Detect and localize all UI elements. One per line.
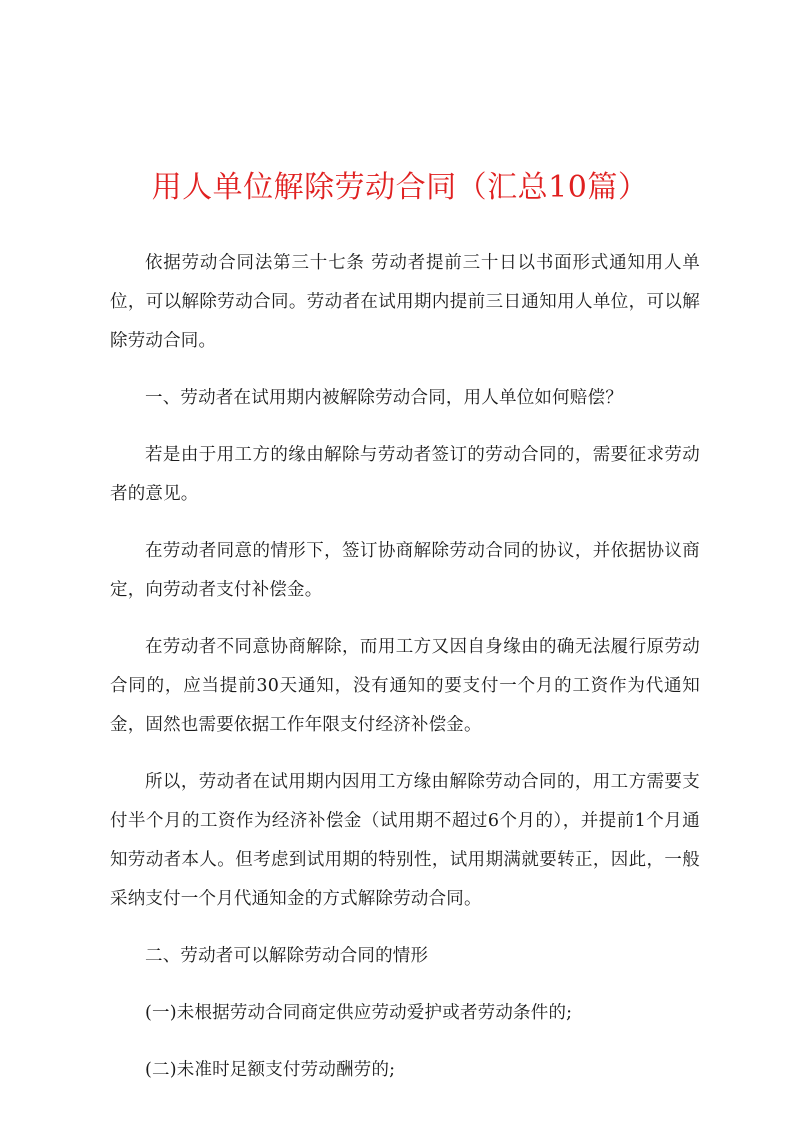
paragraph-summary: 所以，劳动者在试用期内因用工方缘由解除劳动合同的，用工方需要支付半个月的工资作为经济补偿金（试用期不超过6个月的），并提前1个月通知劳动者本人。但考虑到试用期的特别性，试用期满就要转正，因此，一般采纳支付一个月代通知金的方式解除劳动合同。 (110, 772, 700, 909)
section-heading-2: 二、劳动者可以解除劳动合同的情形 (145, 946, 429, 966)
paragraph-notice: 在劳动者不同意协商解除，而用工方又因自身缘由的确无法履行原劳动合同的，应当提前30天通知，没有通知的要支付一个月的工资作为代通知金，固然也需要依据工作年限支付经济补偿金。 (110, 637, 700, 735)
section-heading-1: 一、劳动者在试用期内被解除劳动合同，用人单位如何赔偿？ (145, 388, 623, 408)
document-body (110, 244, 700, 1108)
paragraph-consult: 若是由于用工方的缘由解除与劳动者签订的劳动合同的，需要征求劳动者的意见。 (110, 445, 700, 504)
paragraph-agreement: 在劳动者同意的情形下，签订协商解除劳动合同的协议，并依据协议商定，向劳动者支付补偿金。 (110, 541, 700, 600)
list-item-1: (一)未根据劳动合同商定供应劳动爱护或者劳动条件的; (145, 1003, 573, 1023)
paragraph-intro: 依据劳动合同法第三十七条 劳动者提前三十日以书面形式通知用人单位，可以解除劳动合同。劳动者在试用期内提前三日通知用人单位，可以解除劳动合同。 (110, 253, 700, 351)
list-item-2: (二)未准时足额支付劳动酬劳的; (145, 1060, 396, 1080)
document-title: 用人单位解除劳动合同（汇总10篇） (151, 170, 649, 205)
